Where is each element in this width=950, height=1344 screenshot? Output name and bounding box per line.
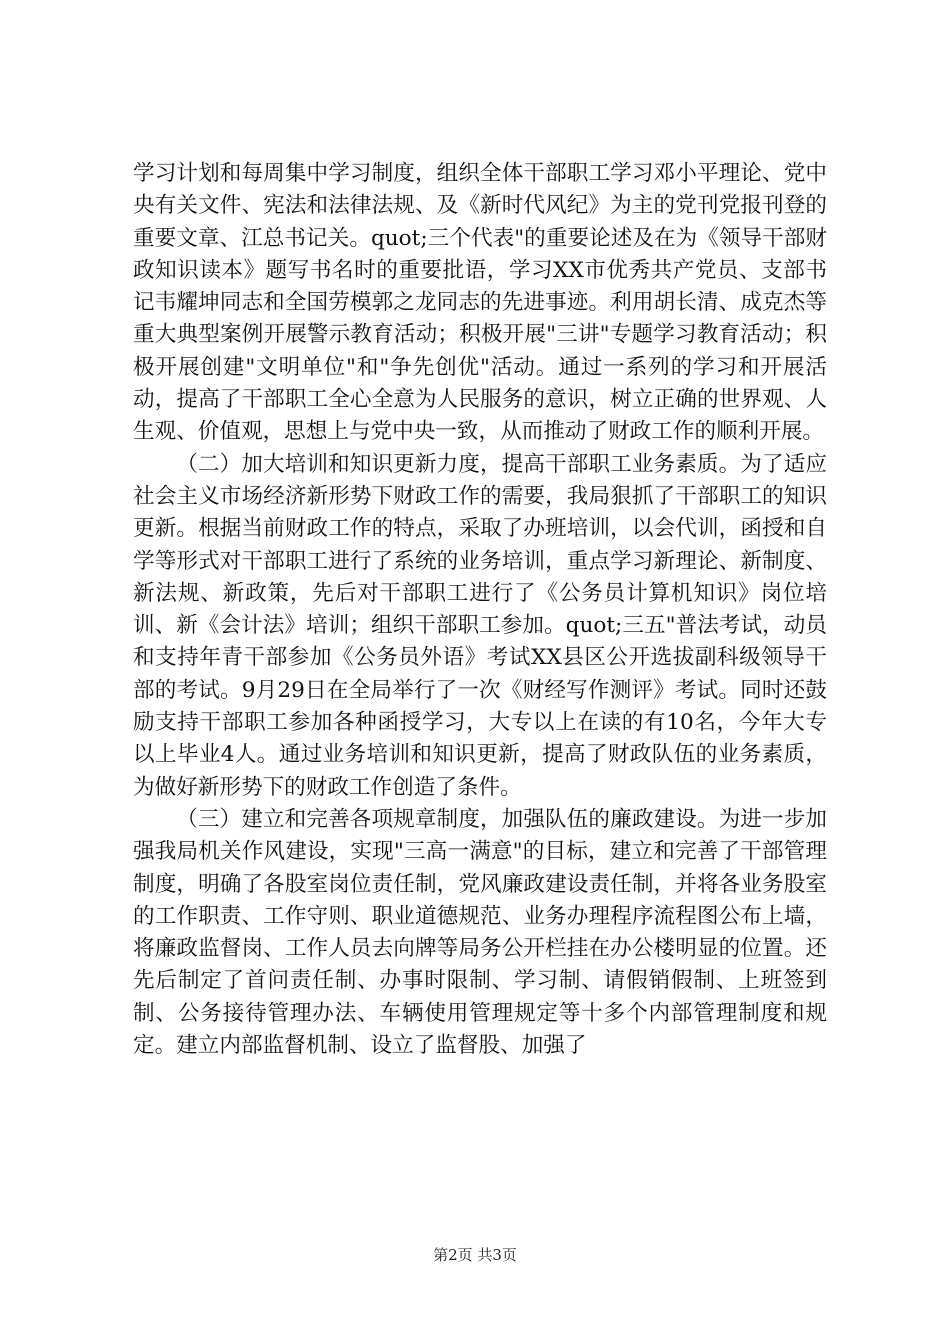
page-number-footer: 第2页 共3页 — [433, 1246, 517, 1264]
paragraph-2: （二）加大培训和知识更新力度，提高干部职工业务素质。为了适应社会主义市场经济新形势下财政工作的需要，我局狠抓了干部职工的知识更新。根据当前财政工作的特点，采取了办班培训，以会代训，函授和自学等形式对干部职工进行了系统的业务培训，重点学习新理论、新制度、新法规、新政策，先后对干部职工进行了《公务员计算机知识》岗位培训、新《会计法》培训；组织干部职工参加。quot;三五"普法考试，动员和支持年青干部参加《公务员外语》考试XX县区公开选拔副科级领导干部的考试。9月29日在全局举行了一次《财经写作测评》考试。同时还鼓励支持干部职工参加各种函授学习，大专以上在读的有10名，今年大专以上毕业4人。通过业务培训和知识更新，提高了财政队伍的业务素质，为做好新形势下的财政工作创造了条件。 — [133, 451, 827, 800]
paragraph-3: （三）建立和完善各项规章制度，加强队伍的廉政建设。为进一步加强我局机关作风建设，实现"三高一满意"的目标，建立和完善了干部管理制度，明确了各股室岗位责任制，党风廉政建设责任制，并将各业务股室的工作职责、工作守则、职业道德规范、业务办理程序流程图公布上墙，将廉政监督岗、工作人员去向牌等局务公开栏挂在办公楼明显的位置。还先后制定了首问责任制、办事时限制、学习制、请假销假制、上班签到制、公务接待管理办法、车辆使用管理规定等十多个内部管理制度和规定。建立内部监督机制、设立了监督股、加强了 — [133, 806, 827, 1059]
paragraph-1: 学习计划和每周集中学习制度，组织全体干部职工学习邓小平理论、党中央有关文件、宪法和法律法规、及《新时代风纪》为主的党刊党报刊登的重要文章、江总书记关。quot;三个代表"的重要论述及在为《领导干部财政知识读本》题写书名时的重要批语，学习XX市优秀共产党员、支部书记韦耀坤同志和全国劳模郭之龙同志的先进事迹。利用胡长清、成克杰等重大典型案例开展警示教育活动；积极开展"三讲"专题学习教育活动；积极开展创建"文明单位"和"争先创优"活动。通过一系列的学习和开展活动，提高了干部职工全心全意为人民服务的意识，树立正确的世界观、人生观、价值观，思想上与党中央一致，从而推动了财政工作的顺利开展。 — [133, 161, 827, 445]
document-body — [133, 158, 827, 1062]
